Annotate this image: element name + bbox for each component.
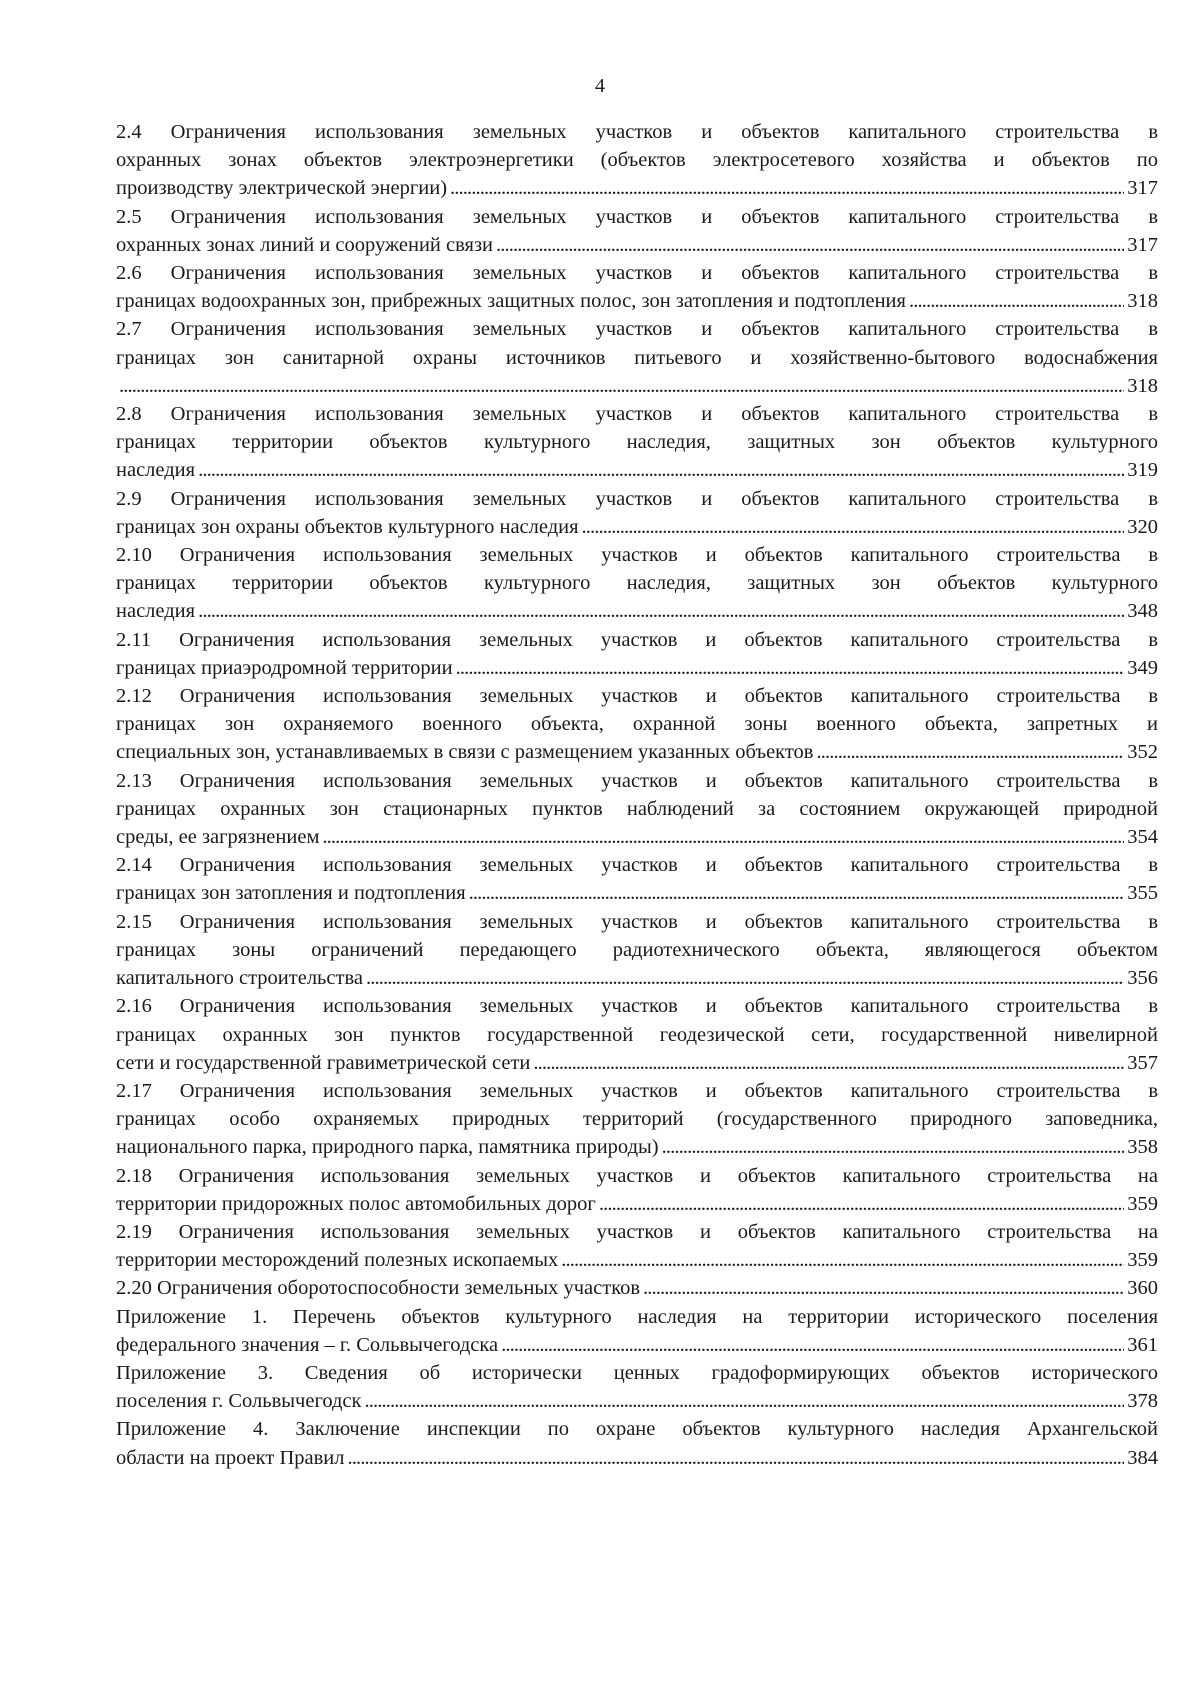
toc-entry[interactable] [116,851,1158,907]
toc-entry-line: 2.15 Ограничения использования земельных участков и объектов капитального строительства в [116,910,1158,933]
dot-leader [347,1444,1124,1472]
toc-entry-text: территории месторождений полезных ископаемых [116,1249,559,1272]
toc-page-number: 352 [1127,741,1158,764]
toc-entry-last-line [116,1274,1158,1302]
toc-entry-line: Приложение 3. Сведения об исторически ценных градоформирующих объектов исторического [116,1361,1158,1384]
toc-entry-last-line [116,823,1158,851]
toc-entry-text: национального парка, природного парка, памятника природы) [116,1136,659,1159]
toc-entry[interactable] [116,682,1158,767]
toc-entry-line: 2.19 Ограничения использования земельных участков и объектов капитального строительства на [116,1220,1158,1243]
toc-page-number: 355 [1127,882,1158,905]
toc-page-number: 318 [1127,374,1158,397]
toc-entry-line: 2.12 Ограничения использования земельных участков и объектов капитального строительства в [116,685,1158,708]
toc-page-number: 320 [1127,515,1158,538]
toc-entry-text: территории придорожных полос автомобильных дорог [116,1192,596,1215]
toc-entry-line: охранных зонах объектов электроэнергетики (объектов электросетевого хозяйства и объектов по [116,149,1158,172]
toc-entry-last-line [116,1444,1158,1472]
toc-entry-text: среды, ее загрязнением [116,826,320,849]
toc-entry[interactable] [116,992,1158,1077]
dot-leader [198,456,1124,484]
toc-entry[interactable] [116,1077,1158,1162]
toc-entry[interactable] [116,541,1158,626]
dot-leader [119,372,1124,400]
toc-entry-line: 2.10 Ограничения использования земельных участков и объектов капитального строительства в [116,544,1158,567]
toc-page-number: 357 [1127,1051,1158,1074]
toc-entry-line: 2.17 Ограничения использования земельных участков и объектов капитального строительства в [116,1079,1158,1102]
toc-entry-line: 2.11 Ограничения использования земельных участков и объектов капитального строительства в [116,628,1158,651]
toc-entry-last-line [116,1190,1158,1218]
toc-page-number: 318 [1127,290,1158,313]
toc-entry[interactable] [116,1303,1158,1359]
toc-entry-text: охранных зонах линий и сооружений связи [116,233,494,256]
dot-leader [582,513,1125,541]
toc-entry-line: Приложение 4. Заключение инспекции по охране объектов культурного наследия Архангельской [116,1418,1158,1441]
toc-page-number: 359 [1127,1249,1158,1272]
toc-entry[interactable] [116,908,1158,993]
toc-entry-text: сети и государственной гравиметрической сети [116,1051,531,1074]
toc-entry-line: границах зоны ограничений передающего радиотехнического объекта, являющегося объектом [116,938,1158,961]
dot-leader [533,1049,1124,1077]
toc-entry-last-line [116,1246,1158,1274]
toc-entry-line: границах зон санитарной охраны источников питьевого и хозяйственно-бытового водоснабжения [116,346,1158,369]
toc-page-number: 317 [1127,233,1158,256]
toc-entry[interactable] [116,1415,1158,1471]
toc-entry-line: 2.5 Ограничения использования земельных участков и объектов капитального строительства в [116,205,1158,228]
dot-leader [322,823,1124,851]
toc-entry[interactable] [116,400,1158,485]
dot-leader [198,597,1124,625]
toc-entry-text: границах водоохранных зон, прибрежных защитных полос, зон затопления и подтопления [116,290,906,313]
toc-entry[interactable] [116,485,1158,541]
toc-entry-line: 2.7 Ограничения использования земельных участков и объектов капитального строительства в [116,318,1158,341]
dot-leader [816,738,1124,766]
toc-entry-last-line [116,1133,1158,1161]
toc-entry-last-line [116,879,1158,907]
dot-leader [456,654,1125,682]
toc-entry-line: Приложение 1. Перечень объектов культурного наследия на территории исторического поселения [116,1305,1158,1328]
toc-page-number: 361 [1127,1333,1158,1356]
toc-page-number: 378 [1127,1390,1158,1413]
toc-entry-line: 2.4 Ограничения использования земельных участков и объектов капитального строительства в [116,121,1158,143]
toc-entry-last-line [116,597,1158,625]
toc-entry[interactable] [116,203,1158,259]
toc-entry-text: 2.20 Ограничения оборотоспособности земельных участков [116,1277,641,1300]
toc-entry-last-line [116,738,1158,766]
dot-leader [662,1133,1125,1161]
toc-entry-text: границах зон затопления и подтопления [116,882,466,905]
dot-leader [365,1387,1125,1415]
toc-entry-line: 2.13 Ограничения использования земельных участков и объектов капитального строительства в [116,769,1158,792]
toc-entry-text: границах зон охраны объектов культурного наследия [116,515,579,538]
toc-entry-text: капитального строительства [116,967,363,990]
dot-leader [643,1274,1124,1302]
toc-entry[interactable] [116,767,1158,852]
dot-leader [366,964,1124,992]
toc-entry-line: 2.14 Ограничения использования земельных участков и объектов капитального строительства в [116,854,1158,877]
toc-entry-last-line [116,174,1158,202]
toc-entry-text: поселения г. Сольвычегодск [116,1390,362,1413]
toc-entry-last-line [116,287,1158,315]
toc-page-number: 359 [1127,1192,1158,1215]
dot-leader [469,879,1125,907]
toc-entry-last-line [116,372,1158,400]
toc-entry-text: специальных зон, устанавливаемых в связи с размещением указанных объектов [116,741,814,764]
toc-entry-line: границах зон охраняемого военного объекта, охранной зоны военного объекта, запретных и [116,713,1158,736]
toc-entry-line: 2.6 Ограничения использования земельных участков и объектов капитального строительства в [116,262,1158,285]
toc-page-number: 317 [1127,177,1158,200]
toc-page-number: 354 [1127,826,1158,849]
dot-leader [561,1246,1124,1274]
toc-page-number: 348 [1127,600,1158,623]
toc-entry-last-line [116,231,1158,259]
toc-page-number: 360 [1127,1277,1158,1300]
toc-entry-last-line [116,513,1158,541]
dot-leader [450,174,1124,202]
dot-leader [909,287,1124,315]
toc-entry-text: наследия [116,459,196,482]
toc-entry-text: границах приаэродромной территории [116,656,453,679]
toc-entry[interactable] [116,1162,1158,1218]
toc-entry-line: границах территории объектов культурного наследия, защитных зон объектов культурного [116,431,1158,454]
dot-leader [496,231,1124,259]
toc-entry-last-line [116,1049,1158,1077]
toc-page-number: 349 [1127,656,1158,679]
toc-entry-last-line [116,456,1158,484]
toc-entry-line: 2.8 Ограничения использования земельных участков и объектов капитального строительства в [116,403,1158,426]
toc-page-number: 356 [1127,967,1158,990]
toc-entry-text: наследия [116,600,196,623]
toc-entry[interactable] [116,1359,1158,1415]
toc-entry-last-line [116,1387,1158,1415]
toc-page-number: 358 [1127,1136,1158,1159]
dot-leader [501,1331,1124,1359]
toc-entry-line: границах территории объектов культурного наследия, защитных зон объектов культурного [116,572,1158,595]
dot-leader [599,1190,1124,1218]
toc-page-number: 319 [1127,459,1158,482]
toc-entry[interactable] [116,626,1158,682]
toc-entry-line: границах охранных зон пунктов государственной геодезической сети, государственной нивелирной [116,1023,1158,1046]
toc-entry-line: границах охранных зон стационарных пунктов наблюдений за состоянием окружающей природной [116,797,1158,820]
toc-entry[interactable] [116,259,1158,315]
toc-entry-line: 2.9 Ограничения использования земельных участков и объектов капитального строительства в [116,487,1158,510]
toc-entry[interactable] [116,1218,1158,1274]
toc-entry-last-line [116,654,1158,682]
toc-entry-line: границах особо охраняемых природных территорий (государственного природного заповедника, [116,1108,1158,1131]
toc-entry[interactable] [116,315,1158,400]
page-number: 4 [595,75,605,97]
toc-entry[interactable] [116,1274,1158,1302]
toc-entry-line: 2.16 Ограничения использования земельных участков и объектов капитального строительства в [116,995,1158,1018]
toc-entry-text: федерального значения – г. Сольвычегодска [116,1333,499,1356]
toc-entry-last-line [116,964,1158,992]
toc-page-number: 384 [1127,1446,1158,1469]
toc-entry-text: области на проект Правил [116,1446,345,1469]
table-of-contents [116,118,1158,1472]
toc-entry[interactable] [116,118,1158,203]
toc-entry-text: производству электрической энергии) [116,177,448,200]
toc-entry-line: 2.18 Ограничения использования земельных участков и объектов капитального строительства на [116,1164,1158,1187]
toc-entry-last-line [116,1331,1158,1359]
